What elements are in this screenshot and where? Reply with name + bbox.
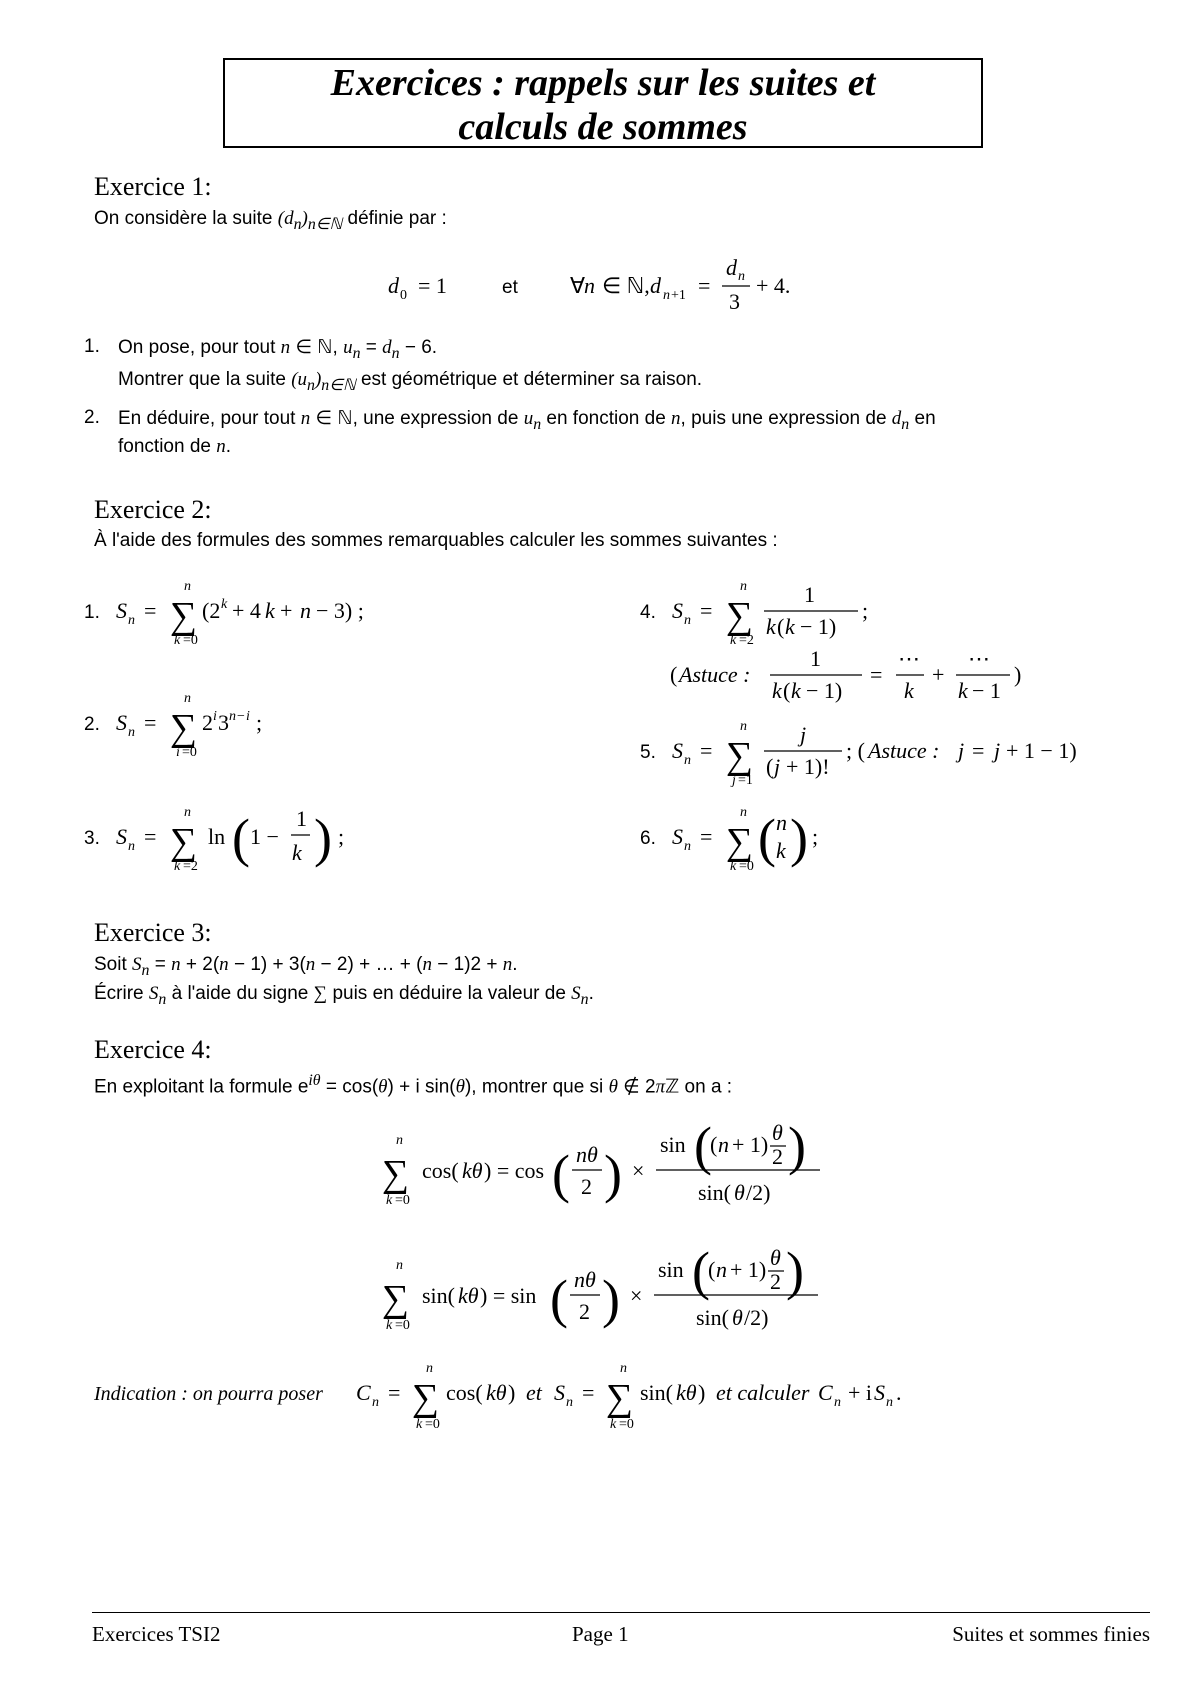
svg-text:k: k (174, 633, 181, 648)
svg-text:∑: ∑ (382, 1278, 410, 1320)
exercise-4-sin-formula (380, 1241, 840, 1355)
svg-text:×: × (632, 1158, 645, 1183)
svg-text:1: 1 (804, 582, 815, 607)
svg-text:=: = (972, 738, 985, 763)
svg-text:n: n (396, 1258, 403, 1273)
svg-text:cos(: cos( (422, 1158, 459, 1183)
svg-text:i: i (176, 745, 180, 760)
svg-text:=0: =0 (619, 1417, 634, 1432)
svg-text:− 1): − 1) (806, 678, 843, 703)
svg-text:n: n (184, 805, 191, 820)
svg-text:k: k (416, 1417, 423, 1432)
svg-text:/2): /2) (746, 1180, 771, 1205)
svg-text:n: n (184, 691, 191, 706)
title-box (223, 58, 983, 148)
item-1-number: 1. (84, 602, 100, 623)
svg-text:k: k (610, 1417, 617, 1432)
exercise-1-q2-line-2: fonction de n. (118, 436, 232, 457)
svg-text:=2: =2 (183, 859, 198, 874)
svg-text:∈ ℕ,: ∈ ℕ, (602, 273, 650, 298)
indication-text: Indication : on pourra poser (94, 1383, 323, 1405)
svg-text:k: k (772, 678, 782, 703)
svg-text:(: ( (670, 662, 678, 687)
svg-text:2: 2 (770, 1269, 781, 1294)
svg-text:j: j (732, 773, 736, 788)
exercise-4-heading: Exercice 4: (94, 1035, 212, 1064)
svg-text:n: n (229, 709, 236, 724)
svg-text:kθ: kθ (486, 1380, 507, 1405)
svg-text:;: ; (862, 598, 869, 623)
svg-text:): ) (602, 1269, 620, 1329)
item-5-number: 5. (640, 742, 656, 763)
svg-text:kθ: kθ (676, 1380, 697, 1405)
svg-text:=: = (700, 598, 713, 623)
svg-text:n: n (740, 805, 747, 820)
exercise-1-q2-line-1: En déduire, pour tout n ∈ ℕ, une expression de $u_n$ en fonction de n, puis une expression de $d_n$ en (118, 408, 936, 433)
svg-text:): ) (508, 1380, 516, 1405)
svg-text:(2: (2 (202, 598, 221, 623)
item-2-number: 2. (84, 714, 100, 735)
exercise-2-intro: À l'aide des formules des sommes remarquables calculer les sommes suivantes : (94, 530, 778, 551)
svg-text:S: S (116, 598, 127, 623)
svg-text:(: ( (552, 1144, 570, 1204)
exercise-2-item-5 (640, 718, 1120, 798)
svg-text:n: n (740, 579, 747, 594)
footer-left: Exercices TSI2 (92, 1622, 221, 1646)
footer-rule (92, 1612, 1150, 1613)
exercise-1-q1-line-1: On pose, pour tout n ∈ ℕ, $u_n = d_n - 6$. (118, 337, 438, 362)
svg-text:n: n (566, 1395, 573, 1410)
svg-text:i: i (246, 709, 250, 724)
svg-text:=: = (700, 738, 713, 763)
svg-text:=2: =2 (739, 633, 754, 648)
title-line-1: Exercices : rappels sur les suites et (330, 62, 876, 104)
svg-text:et calculer: et calculer (716, 1380, 810, 1405)
svg-text:k: k (785, 614, 795, 639)
exercise-3-heading: Exercice 3: (94, 918, 212, 947)
svg-text:) = cos: ) = cos (484, 1158, 545, 1183)
svg-text:S: S (874, 1380, 885, 1405)
svg-text:=: = (144, 710, 157, 735)
exercise-1-definition (380, 255, 840, 325)
svg-text:n: n (584, 273, 595, 298)
svg-text:j: j (958, 738, 965, 763)
svg-text:d: d (388, 273, 399, 298)
svg-text:k: k (386, 1318, 393, 1333)
svg-text:∑: ∑ (170, 707, 198, 749)
svg-text:+ 4: + 4 (232, 598, 261, 623)
svg-text:): ) (604, 1144, 622, 1204)
svg-text:(: ( (766, 754, 774, 779)
svg-text:et: et (526, 1380, 542, 1405)
svg-text:+ 1): + 1) (730, 1257, 767, 1282)
svg-text:C: C (356, 1380, 371, 1405)
svg-text:n: n (620, 1361, 627, 1376)
svg-text:2: 2 (202, 710, 213, 735)
svg-text:n: n (776, 810, 787, 835)
item-3-number: 3. (84, 828, 100, 849)
svg-text:.: . (896, 1380, 902, 1405)
svg-text:sin: sin (660, 1132, 686, 1157)
svg-text:k: k (265, 598, 275, 623)
svg-text:− 1: − 1 (972, 678, 1001, 703)
svg-text:S: S (672, 824, 683, 849)
svg-text:S: S (116, 710, 127, 735)
svg-text:=: = (144, 598, 157, 623)
svg-text:n: n (684, 839, 691, 854)
svg-text:∑: ∑ (606, 1377, 634, 1419)
svg-text:n: n (886, 1395, 893, 1410)
svg-text:): ) (788, 1116, 806, 1176)
svg-text:=0: =0 (395, 1193, 410, 1208)
svg-text:n: n (834, 1395, 841, 1410)
svg-text:n: n (426, 1361, 433, 1376)
svg-text:+: + (932, 662, 945, 687)
svg-text:n: n (718, 1132, 729, 1157)
svg-text:k: k (791, 678, 801, 703)
footer-right: Suites et sommes finies (952, 1622, 1150, 1646)
svg-text:+ 1)!: + 1)! (786, 754, 830, 779)
svg-text:∑: ∑ (170, 821, 198, 863)
exercise-2-item-4 (640, 578, 900, 658)
svg-text:∑: ∑ (726, 735, 754, 777)
exercise-4-intro: En exploitant la formule $e^{i\theta} = \cos(\theta) + i$ sin(θ), montrer que si θ ∉ 2πℤ on a : (94, 1072, 733, 1098)
svg-text:⋯: ⋯ (898, 646, 920, 671)
exercise-1-q1-line-2: Montrer que la suite $(u_n)_{n\in ℕ}$ est géométrique et déterminer sa raison. (118, 369, 703, 394)
svg-text:k: k (292, 840, 302, 865)
item-4-hint-label: Astuce : (679, 662, 751, 687)
svg-text:k: k (776, 838, 786, 863)
svg-text:k: k (386, 1193, 393, 1208)
svg-text:k: k (958, 678, 968, 703)
exercise-1-heading: Exercice 1: (94, 172, 212, 201)
svg-text:/2): /2) (744, 1305, 769, 1330)
svg-text:sin(: sin( (640, 1380, 673, 1405)
svg-text:=0: =0 (739, 859, 754, 874)
svg-text:=: = (700, 824, 713, 849)
svg-text:(: ( (777, 614, 785, 639)
svg-text:=0: =0 (395, 1318, 410, 1333)
exercise-4-cos-formula (380, 1116, 840, 1230)
svg-text:k: k (730, 859, 737, 874)
svg-text:= 1: = 1 (418, 273, 447, 298)
svg-text:): ) (786, 1241, 804, 1301)
svg-text:∀: ∀ (570, 273, 586, 298)
svg-text:n: n (716, 1257, 727, 1282)
svg-text:n: n (740, 719, 747, 734)
svg-text:j: j (800, 722, 807, 747)
svg-text:θ: θ (770, 1245, 781, 1270)
svg-text:i: i (213, 709, 217, 724)
svg-text:3: 3 (218, 710, 229, 735)
svg-text:n: n (184, 579, 191, 594)
svg-text:n: n (738, 269, 745, 284)
exercise-3-line-2: Écrire $S_n$ à l'aide du signe ∑ puis en déduire la valeur de $S_n$. (94, 983, 594, 1008)
svg-text:θ: θ (732, 1305, 743, 1330)
svg-text:k: k (221, 597, 228, 612)
svg-text:;: ; (812, 824, 819, 849)
item-5-hint-label: Astuce : (868, 738, 940, 763)
svg-text:nθ: nθ (576, 1142, 598, 1167)
svg-text:n: n (663, 288, 670, 303)
svg-text:(: ( (692, 1241, 710, 1301)
svg-text:=: = (388, 1380, 401, 1405)
svg-text:0: 0 (400, 288, 407, 303)
svg-text:) = sin: ) = sin (480, 1283, 537, 1308)
svg-text:n: n (684, 613, 691, 628)
svg-text:∑: ∑ (726, 821, 754, 863)
svg-text:=0: =0 (182, 745, 197, 760)
svg-text:− 3) ;: − 3) ; (316, 598, 364, 623)
svg-text:n: n (684, 753, 691, 768)
svg-text:∑: ∑ (412, 1377, 440, 1419)
svg-text:− 1): − 1) (800, 614, 837, 639)
definition-and: et (502, 277, 518, 298)
svg-text:2: 2 (581, 1174, 592, 1199)
exercise-2-item-4-hint (670, 648, 1050, 718)
svg-text:n: n (300, 598, 311, 623)
svg-text:=: = (698, 273, 711, 298)
svg-text:2: 2 (772, 1144, 783, 1169)
svg-text:; (: ; ( (846, 738, 865, 763)
exercise-2-item-3 (84, 800, 504, 890)
footer-page: Page 1 (572, 1622, 629, 1646)
svg-text:d: d (726, 255, 737, 280)
svg-text:j: j (994, 738, 1001, 763)
svg-text:1 −: 1 − (250, 824, 279, 849)
svg-text:): ) (314, 808, 332, 868)
exercise-1-intro: On considère la suite $(d_n)_{n\in ℕ}$ définie par : (94, 208, 447, 233)
svg-text:n: n (128, 613, 135, 628)
svg-text:ln: ln (208, 824, 226, 849)
svg-text:+ 1 − 1): + 1 − 1) (1006, 738, 1077, 763)
svg-text:(: ( (232, 808, 250, 868)
svg-text:(: ( (710, 1132, 718, 1157)
exercise-2-item-6 (640, 800, 900, 890)
svg-text:n: n (396, 1133, 403, 1148)
svg-text:n: n (128, 725, 135, 740)
svg-text:(: ( (550, 1269, 568, 1329)
item-4-number: 4. (640, 602, 656, 623)
svg-text:=0: =0 (183, 633, 198, 648)
svg-text:k: k (730, 633, 737, 648)
exercise-1-q2-number: 2. (84, 407, 100, 428)
exercise-4-indication (94, 1362, 1094, 1442)
svg-text:sin(: sin( (422, 1283, 455, 1308)
svg-text:+1: +1 (671, 288, 686, 303)
svg-text:+ i: + i (848, 1380, 873, 1405)
svg-text:=: = (582, 1380, 595, 1405)
svg-text:): ) (698, 1380, 706, 1405)
svg-text:kθ: kθ (458, 1283, 479, 1308)
svg-text:×: × (630, 1283, 643, 1308)
svg-text:sin: sin (658, 1257, 684, 1282)
svg-text:sin(: sin( (698, 1180, 731, 1205)
svg-text:(: ( (694, 1116, 712, 1176)
svg-text:+ 1): + 1) (732, 1132, 769, 1157)
svg-text:n: n (128, 839, 135, 854)
svg-text:cos(: cos( (446, 1380, 483, 1405)
svg-text:k: k (174, 859, 181, 874)
svg-text:2: 2 (579, 1299, 590, 1324)
svg-text:∑: ∑ (170, 595, 198, 637)
svg-text:1: 1 (810, 646, 821, 671)
exercise-2-item-2 (84, 690, 504, 770)
svg-text:): ) (1014, 662, 1022, 687)
svg-text:k: k (766, 614, 776, 639)
exercise-2-item-1 (84, 578, 504, 658)
svg-text:(: ( (783, 678, 791, 703)
svg-text:S: S (672, 738, 683, 763)
svg-text:;: ; (338, 824, 345, 849)
svg-text:(: ( (758, 808, 776, 868)
svg-text:S: S (672, 598, 683, 623)
svg-text:+: + (280, 598, 293, 623)
svg-text:S: S (554, 1380, 565, 1405)
svg-text:sin(: sin( (696, 1305, 729, 1330)
svg-text:∑: ∑ (382, 1153, 410, 1195)
exercise-3-line-1: Soit $S_n = n + 2(n - 1) + 3(n - 2)$ + … + (n − 1)2 + n. (94, 954, 518, 979)
svg-text:d: d (650, 273, 661, 298)
svg-text:+ 4.: + 4. (756, 273, 791, 298)
svg-text:=1: =1 (738, 773, 753, 788)
title-line-2: calculs de sommes (458, 106, 748, 148)
svg-text:∑: ∑ (726, 595, 754, 637)
exercise-1-q1-number: 1. (84, 336, 100, 357)
svg-text:=0: =0 (425, 1417, 440, 1432)
svg-text:−: − (237, 709, 245, 724)
svg-text:nθ: nθ (574, 1267, 596, 1292)
svg-text:=: = (870, 662, 883, 687)
svg-text:⋯: ⋯ (968, 646, 990, 671)
svg-text:): ) (790, 808, 808, 868)
svg-text:C: C (818, 1380, 833, 1405)
svg-text:θ: θ (772, 1120, 783, 1145)
svg-text:j: j (774, 754, 781, 779)
svg-text:k: k (904, 678, 914, 703)
svg-text:(: ( (708, 1257, 716, 1282)
svg-text:=: = (144, 824, 157, 849)
svg-text:θ: θ (734, 1180, 745, 1205)
svg-text:3: 3 (729, 289, 740, 314)
exercise-2-heading: Exercice 2: (94, 495, 212, 524)
svg-text:n: n (372, 1395, 379, 1410)
svg-text:S: S (116, 824, 127, 849)
svg-text:1: 1 (296, 806, 307, 831)
svg-text:;: ; (256, 710, 263, 735)
item-6-number: 6. (640, 828, 656, 849)
svg-text:kθ: kθ (462, 1158, 483, 1183)
